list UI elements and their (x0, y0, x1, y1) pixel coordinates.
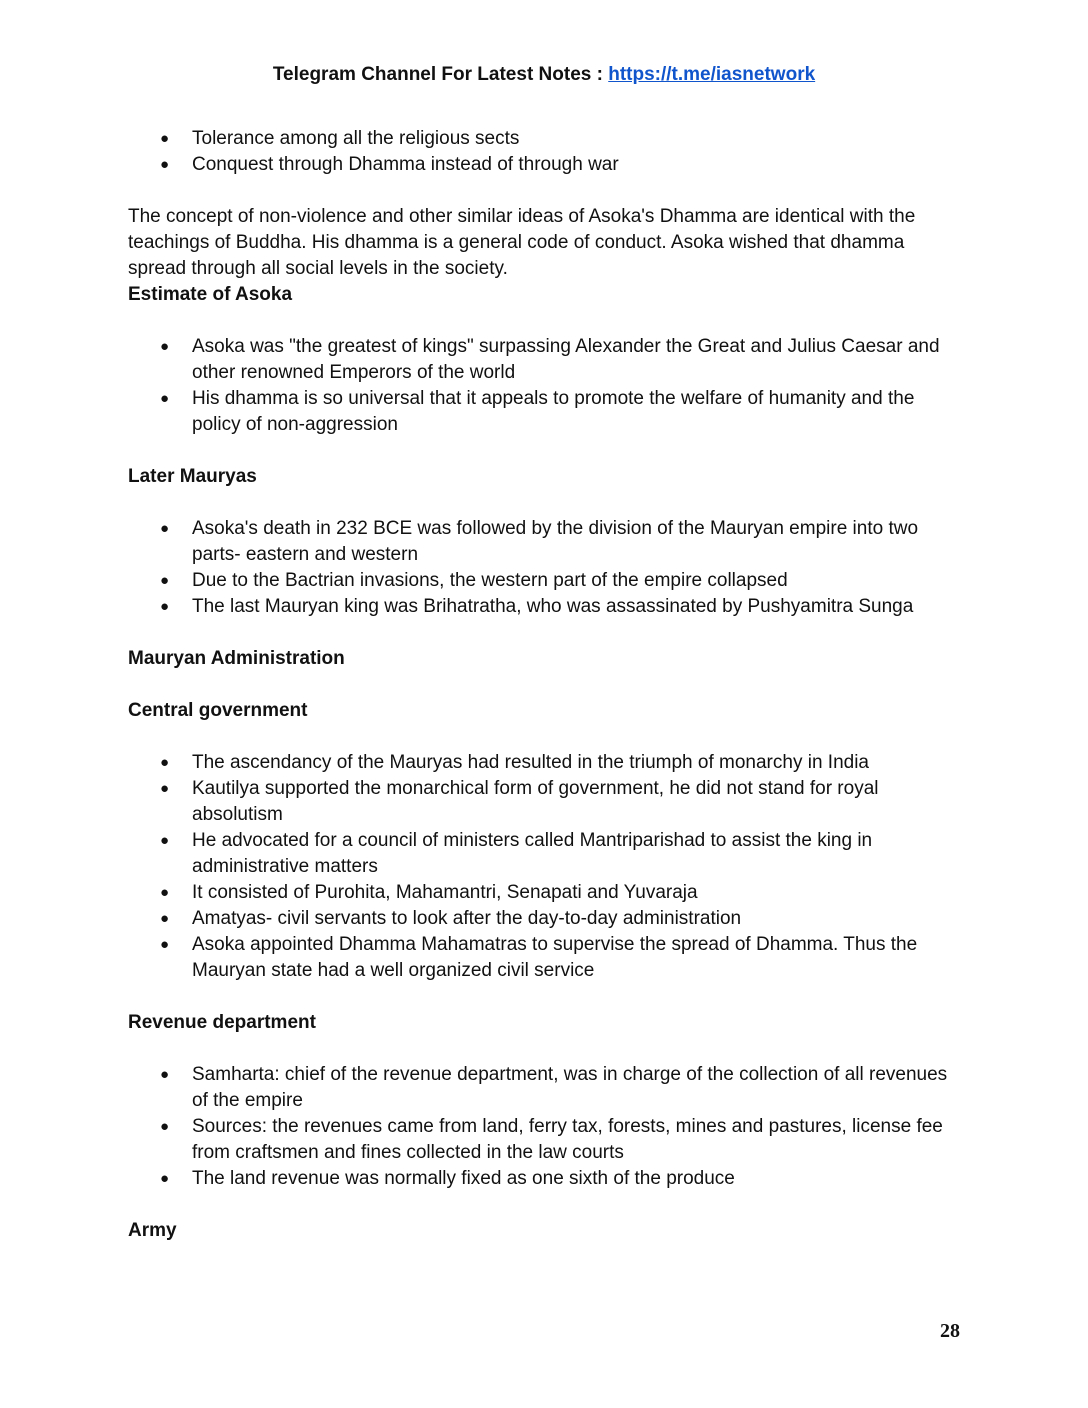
list-item: ● Due to the Bactrian invasions, the western part of the empire collapsed (128, 568, 958, 594)
dhamma-paragraph: The concept of non-violence and other similar ideas of Asoka's Dhamma are identical with the teachings of Buddha. His dhamma is a general code of conduct. Asoka wished that dhamma spread through all social levels in the society. (128, 206, 916, 279)
list-item: ● Sources: the revenues came from land, ferry tax, forests, mines and pastures, license fee from craftsmen and fines collected in the law courts (128, 1114, 958, 1166)
list-item: ● Asoka appointed Dhamma Mahamatras to supervise the spread of Dhamma. Thus the Mauryan state had a well organized civil service (128, 932, 958, 984)
list-item: ● Asoka was "the greatest of kings" surpassing Alexander the Great and Julius Caesar and other renowned Emperors of the world (128, 334, 958, 386)
list-item: ● The last Mauryan king was Brihatratha, who was assassinated by Pushyamitra Sunga (128, 594, 958, 620)
dhamma-principles-list (128, 126, 958, 178)
list-item: ● The ascendancy of the Mauryas had resulted in the triumph of monarchy in India (128, 750, 958, 776)
central-government-list (128, 750, 958, 984)
list-item: ● Tolerance among all the religious sects (128, 126, 958, 152)
page-number: 28 (940, 1320, 960, 1342)
revenue-heading: Revenue department (128, 1012, 316, 1033)
document-body (128, 126, 958, 1244)
later-mauryas-heading: Later Mauryas (128, 466, 257, 487)
army-heading: Army (128, 1220, 177, 1241)
list-item: ● Kautilya supported the monarchical form of government, he did not stand for royal absolutism (128, 776, 958, 828)
list-item: ● His dhamma is so universal that it appeals to promote the welfare of humanity and the policy of non-aggression (128, 386, 958, 438)
page-header (0, 62, 1088, 88)
estimate-list (128, 334, 958, 438)
telegram-link[interactable]: https://t.me/iasnetwork (608, 64, 816, 85)
administration-heading: Mauryan Administration (128, 648, 345, 669)
header-label: Telegram Channel For Latest Notes : (272, 64, 609, 85)
list-item: ● It consisted of Purohita, Mahamantri, Senapati and Yuvaraja (128, 880, 958, 906)
list-item: ● He advocated for a council of ministers called Mantriparishad to assist the king in administrative matters (128, 828, 958, 880)
revenue-list (128, 1062, 958, 1192)
list-item: ● Amatyas- civil servants to look after the day-to-day administration (128, 906, 958, 932)
later-mauryas-list (128, 516, 958, 620)
list-item: ● Samharta: chief of the revenue department, was in charge of the collection of all revenues of the empire (128, 1062, 958, 1114)
list-item: ● Conquest through Dhamma instead of through war (128, 152, 958, 178)
list-item: ● The land revenue was normally fixed as one sixth of the produce (128, 1166, 958, 1192)
list-item: ● Asoka's death in 232 BCE was followed by the division of the Mauryan empire into two parts- eastern and western (128, 516, 958, 568)
central-government-heading: Central government (128, 700, 308, 721)
estimate-heading: Estimate of Asoka (128, 284, 293, 305)
